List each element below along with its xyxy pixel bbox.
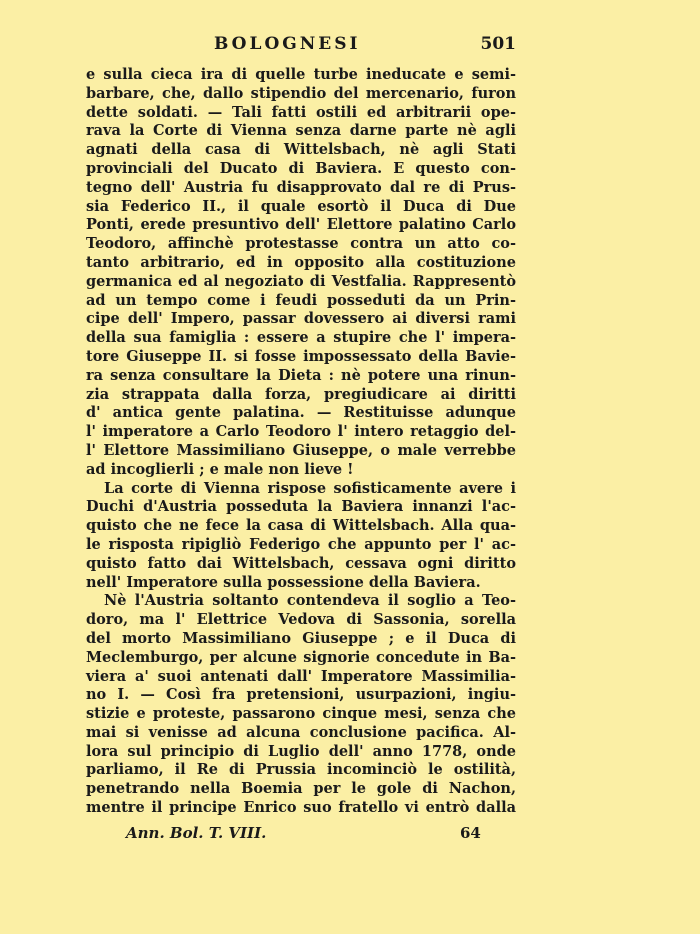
text-line: tegno dell' Austria fu disapprovato dal re di Prus-	[86, 178, 516, 196]
text-line: tanto arbitrario, ed in opposito alla costituzione	[86, 253, 516, 271]
text-line: sia Federico II., il quale esortò il Duca di Due	[86, 197, 516, 215]
text-line: dette soldati. — Tali fatti ostili ed arbitrarii ope-	[86, 103, 516, 121]
text-line: parliamo, il Re di Prussia incominciò le ostilità,	[86, 761, 516, 779]
text-line: viera a' suoi antenati dall' Imperatore Massimilia-	[86, 667, 516, 685]
text-line: lora sul principio di Luglio dell' anno 1778, onde	[86, 742, 516, 760]
text-line: Meclemburgo, per alcune signorie concedute in Ba-	[86, 648, 516, 666]
text-line: ad un tempo come i feudi posseduti da un Prin-	[86, 291, 516, 309]
text-line: della sua famiglia : essere a stupire che l' impera-	[86, 329, 516, 347]
text-line: barbare, che, dallo stipendio del mercenario, furon	[86, 84, 516, 102]
text-line: quisto fatto dai Wittelsbach, cessava ogni diritto	[86, 554, 516, 572]
page-footer	[86, 824, 516, 846]
running-title: BOLOGNESI	[214, 34, 361, 54]
text-line: del morto Massimiliano Giuseppe ; e il Duca di	[86, 629, 516, 647]
text-line: doro, ma l' Elettrice Vedova di Sassonia, sorella	[86, 611, 516, 629]
text-line: rava la Corte di Vienna senza darne parte nè agli	[86, 122, 516, 140]
body-text	[86, 66, 516, 818]
text-line: d' antica gente palatina. — Restituisse adunque	[86, 404, 516, 422]
text-line: penetrando nella Boemia per le gole di Nachon,	[86, 780, 516, 798]
page-number: 501	[480, 34, 516, 54]
text-line: l' Elettore Massimiliano Giuseppe, o male verrebbe	[86, 441, 516, 459]
text-line: stizie e proteste, passarono cinque mesi, senza che	[86, 705, 516, 723]
text-line: mai si venisse ad alcuna conclusione pacifica. Al-	[86, 723, 516, 741]
text-line: ra senza consultare la Dieta : nè potere una rinun-	[86, 366, 516, 384]
text-line: Ponti, erede presuntivo dell' Elettore palatino Carlo	[86, 216, 516, 234]
text-line: Duchi d'Austria posseduta la Baviera innanzi l'ac-	[86, 498, 516, 516]
text-line: no I. — Così fra pretensioni, usurpazioni, ingiu-	[86, 686, 516, 704]
text-line: e sulla cieca ira di quelle turbe ineducate e semi-	[86, 66, 516, 83]
sheet-number: 64	[460, 824, 481, 842]
text-line: nell' Imperatore sulla possessione della Baviera.	[86, 573, 481, 591]
text-line: cipe dell' Impero, passar dovessero ai diversi rami	[86, 310, 516, 328]
paragraph	[86, 480, 516, 593]
text-line: germanica ed al negoziato di Vestfalia. Rappresentò	[86, 272, 516, 290]
text-line: Teodoro, affinchè protestasse contra un atto co-	[86, 235, 516, 253]
text-line: agnati della casa di Wittelsbach, nè agli Stati	[86, 141, 516, 159]
text-line: Nè l'Austria soltanto contendeva il soglio a Teo-	[104, 592, 516, 610]
page-header	[86, 34, 516, 58]
text-line: provinciali del Ducato di Baviera. E questo con-	[86, 159, 516, 177]
text-line: ad incoglierli ; e male non lieve !	[86, 460, 354, 478]
text-line: tore Giuseppe II. si fosse impossessato della Bavie-	[86, 347, 516, 365]
printer-signature: Ann. Bol. T. VIII.	[126, 824, 267, 842]
text-line: La corte di Vienna rispose sofisticamente avere i	[104, 479, 516, 497]
text-line: l' imperatore a Carlo Teodoro l' intero retaggio del-	[86, 423, 516, 441]
text-line: quisto che ne fece la casa di Wittelsbach. Alla qua-	[86, 517, 516, 535]
text-line: le risposta ripigliò Federigo che appunto per l' ac-	[86, 535, 516, 553]
text-line: zia strappata dalla forza, pregiudicare ai diritti	[86, 385, 516, 403]
paragraph	[86, 66, 516, 480]
paragraph	[86, 592, 516, 818]
text-line: mentre il principe Enrico suo fratello vi entrò dalla	[86, 799, 516, 817]
